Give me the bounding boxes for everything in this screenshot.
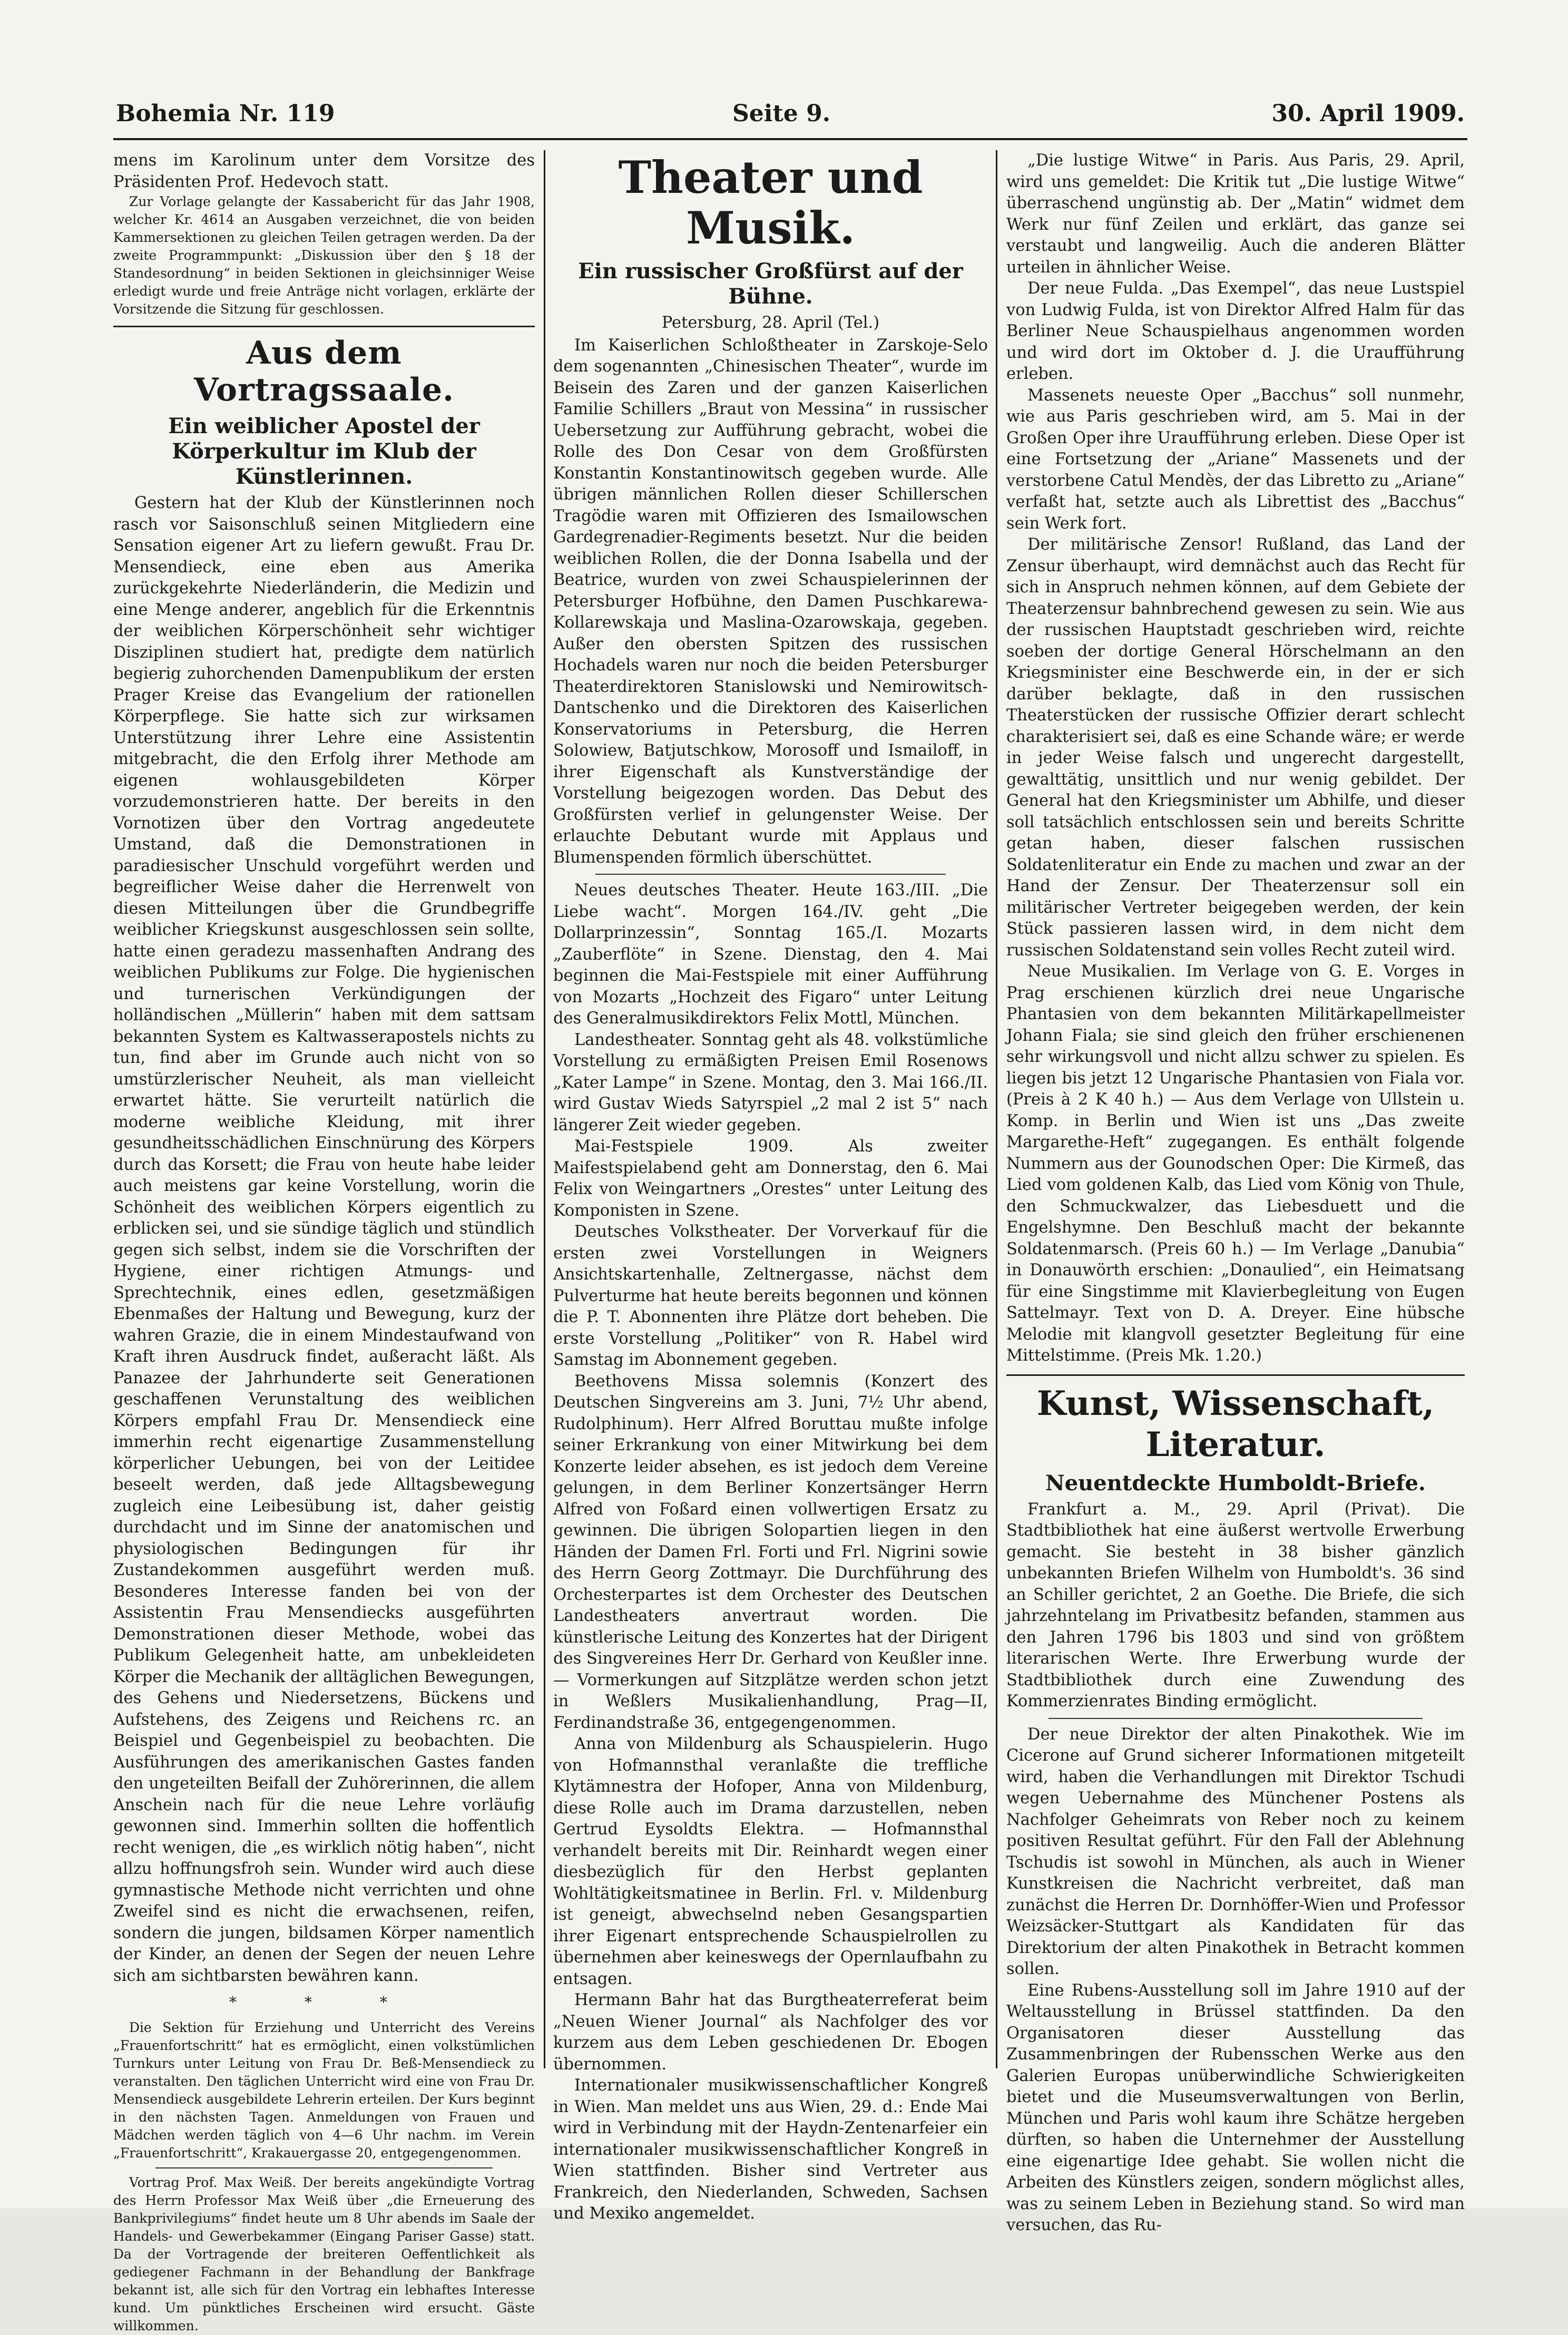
item-neue-musikalien: Neue Musikalien. Im Verlage von G. E. Vorges in Prag erschienen kürzlich drei neue Ungarische Phantasien von dem bekannten Militärkapellmeister Johann Fiala; sie sind gleich den früher erschienenen sehr wirkungsvoll und nicht allzu schwer zu spielen. Es liegen bis jetzt 12 Ungarische Phantasien von Fiala vor. (Preis à 2 K 40 h.) — Aus dem Verlage von Ullstein u. Komp. in Berlin und Wien ist uns „Das zweite Margarethe-Heft“ zugegangen. Es enthält folgende Nummern aus der Gounodschen Oper: Die Kirmeß, das Lied vom goldenen Kalb, das Lied vom König von Thule, den Schmuckwalzer, das Liebesduett und die Engelshymne. Den Beschluß macht der bekannte Soldatenmarsch. (Preis 60 h.) — Im Verlage „Danubia“ in Donauwörth erschien: „Donaulied“, ein Heimatsang für eine Singstimme mit Klavierbegleitung von Eugen Sattelmayr. Text von D. A. Dreyer. Eine hübsche Melodie mit klangvoll gesetzter Begleitung für eine Mittelstimme. (Preis Mk. 1.20.): [1006, 962, 1465, 1365]
separator-stars: * * *: [229, 1994, 419, 2011]
item-hermann-bahr: Hermann Bahr hat das Burgtheaterreferat beim „Neuen Wiener Journal“ als Nachfolger des vor kurzem aus dem Leben geschiedenen Dr. Ebogen übernommen.: [553, 1991, 988, 2074]
item-lustige-witwe: „Die lustige Witwe“ in Paris. Aus Paris, 29. April, wird uns gemeldet: Die Kritik tut „Die lustige Witwe“ überraschend ungünstig ab. Der „Matin“ widmet dem Werk nur fünf Zeilen und erklärt, das ganze sei verstaubt und langweilig. Auch die anderen Blätter urteilen in ähnlicher Weise.: [1006, 151, 1465, 277]
section-title-vortragssaal: Aus dem Vortragssaale.: [194, 335, 454, 408]
item-musik-kongress: Internationaler musikwissenschaftlicher Kongreß in Wien. Man meldet uns aus Wien, 29. d.: Ende Mai wird in Verbindung mit der Haydn-Zentenarfeier ein internationaler musikwissenschaftlicher Kongreß in Wien stattfinden. Bisher sind Vertreter aus Frankreich, den Niederlanden, Schweden, Sachsen und Mexiko angemeldet.: [553, 2076, 988, 2223]
section-title-theater: Theater und Musik.: [618, 151, 923, 254]
article-body-koerperkultur: Gestern hat der Klub der Künstlerinnen noch rasch vor Saisonschluß seinen Mitgliedern eine Sensation eigener Art zu liefern gewußt. Frau Dr. Mensendieck, eine eben aus Amerika zurückgekehrte Niederländerin, die Medizin und eine Menge anderer, angeblich für die Erkenntnis der weiblichen Körperschönheit sehr wichtiger Disziplinen studiert hat, predigte dem natürlich begierig zuhorchenden Damenpublikum der ersten Prager Kreise das Evangelium der rationellen Körperpflege. Sie hatte sich zur wirksamen Unterstützung ihrer Lehre eine Assistentin mitgebracht, die den Erfolg ihrer Methode am eigenen wohlausgebildeten Körper vorzudemonstrieren hatte. Der bereits in den Vornotizen über den Vortrag angedeutete Umstand, daß die Demonstrationen in paradiesischer Unschuld vorgeführt werden und begreiflicher Weise daher die Herrenwelt von diesen Mitteilungen über die Grundbegriffe weiblicher Kriegskunst ausgeschlossen sein sollte, hatte einen geradezu massenhaften Andrang des weiblichen Publikums zur Folge. Die hygienischen und turnerischen Verkündigungen der holländischen „Müllerin“ haben mit dem sattsam bekannten System es Kaltwasserapostels nichts zu tun, find aber im Grunde auch nicht von so umstürzlerischer Neuheit, als man vielleicht erwartet hätte. Sie verurteilt natürlich die moderne weibliche Kleidung, mit ihrer gesundheitsschädlichen Einschnürung des Körpers durch das Korsett; die Frau von heute habe leider auch meistens gar keine Vorstellung, worin die Schönheit des weiblichen Körpers eigentlich zu erblicken sei, und sie sündige täglich und stündlich gegen sich selbst, indem sie die Vorschriften der Hygiene, einer richtigen Atmungs- und Sprechtechnik, eines edlen, gesetzmäßigen Ebenmaßes der Haltung und Bewegung, kurz der wahren Grazie, die in einem Mindestaufwand von Kraft ihren Ausdruck findet, außeracht läßt. Als Panazee der Jahrhunderte seit Generationen geschaffenen Verunstaltung des weiblichen Körpers empfahl Frau Dr. Mensendieck eine immerhin recht eigenartige Zusammenstellung körperlicher Uebungen, bei von der Leitidee beseelt werden, daß jede Alltagsbewegung zugleich eine Leibesübung ist, daher geistig durchdacht und im Sinne der anatomischen und physiologischen Bedingungen für ihr Zustandekommen ausgeführt werden muß. Besonderes Interesse fanden bei von der Assistentin Frau Mensendiecks ausgeführten Demonstrationen dieser Methode, wobei das Publikum Gelegenheit hatte, am unbekleideten Körper die Mechanik der alltäglichen Bewegungen, des Gehens und Niedersetzens, Bückens und Aufstehens, des Zeigens und Reichens rc. an Beispiel und Gegenbeispiel zu beobachten. Die Ausführungen des amerikanischen Gastes fanden den ungeteilten Beifall der Zuhörerinnen, die allem Anschein nach für die neue Lehre vorläufig gewonnen sind. Immerhin sollten die hoffentlich recht wenigen, die „es wirklich nötig haben“, nicht allzu hoffnungsfroh sein. Wunder wird auch diese gymnastische Methode nicht verrichten und ohne Zweifel sind es nicht die erwachsenen, reifen, sondern die jungen, bildsamen Körper namentlich der Kinder, an denen der Segen der neuen Lehre sich am sichtbarsten bewähren kann.: [113, 494, 535, 1985]
article-headline-humboldt: Neuentdeckte Humboldt-Briefe.: [1045, 1470, 1426, 1496]
item-rubens-ausstellung: Eine Rubens-Ausstellung soll im Jahre 1910 auf der Weltausstellung in Brüssel stattfinden. Da den Organisatoren dieser Ausstellung das Zusammenbringen der Rubensschen Werke aus den Galerien Europas unüberwindliche Schwierigkeiten bietet und die Museumsverwaltungen von Berlin, München und Paris wohl kaum ihre Schätze hergeben dürften, so haben die Unternehmer der Ausstellung eine eigenartige Idee gehabt. Sie wollen nicht die Arbeiten des Künstlers zeigen, sondern möglichst alles, was zu seinem Leben in Beziehung stand. So wird man versuchen, das Ru-: [1006, 1981, 1465, 2234]
section-divider: [113, 326, 535, 327]
article-headline-grossfuerst: Ein russischer Großfürst auf der Bühne.: [578, 259, 963, 309]
article-body-grossfuerst: Im Kaiserlichen Schloßtheater in Zarskoje-Selo dem sogenannten „Chinesischen Theater“, wurde im Beisein des Zaren und der ganzen Kaiserlichen Familie Schillers „Braut von Messina“ in russischer Uebersetzung zur Aufführung gebracht, wobei die Rolle des Don Cesar von dem Großfürsten Konstantin Konstantinowitsch gegeben wurde. Alle übrigen männlichen Rollen dieser Schillerschen Tragödie waren mit Offizieren des Ismailowschen Gardegrenadier-Regiments besetzt. Nur die beiden weiblichen Rollen, die der Donna Isabella und der Beatrice, wurden von zwei Schauspielerinnen der Petersburger Hofbühne, den Damen Puschkarewa-Kollarewskaja und Maslina-Ozarowskaja, gegeben. Außer den obersten Spitzen des russischen Hochadels waren nur noch die beiden Petersburger Theaterdirektoren Stanislowski und Nemirowitsch-Dantschenko und die Direktoren des Kaiserlichen Konservatoriums in Petersburg, die Herren Solowiew, Batjutschkow, Morosoff und Ismailoff, in ihrer Eigenschaft als Kunstverständige der Vorstellung beigezogen worden. Das Debut des Großfürsten verlief in gelungenster Weise. Der erlauchte Debutant wurde mit Applaus und Blumenspenden förmlich überschüttet.: [553, 336, 988, 867]
issue-date: 30. April 1909.: [1271, 100, 1465, 127]
item-pinakothek: Der neue Direktor der alten Pinakothek. Wie im Cicerone auf Grund sicherer Informationen mitgeteilt wird, haben die Verhandlungen mit Direktor Tschudi wegen Uebernahme des Münchener Postens als Nachfolger Geheimrats von Reber noch zu keinem positiven Resultat geführt. Für den Fall der Ablehnung Tschudis ist sowohl in München, als auch in Wiener Kunstkreisen die Nachricht verbreitet, daß man zunächst die Herren Dr. Dornhöffer-Wien und Professor Weizsäcker-Stuttgart als Kandidaten für das Direktorium der alten Pinakothek in Betracht kommen sollen.: [1006, 1725, 1465, 1978]
item-mildenburg: Anna von Mildenburg als Schauspielerin. Hugo von Hofmannsthal veranlaßte die treffliche Klytämnestra der Hofoper, Anna von Mildenburg, diese Rolle auch im Drama darzustellen, neben Gertrud Eysoldts Elektra. — Hofmannsthal verhandelt bereits mit Dir. Reinhardt wegen einer diesbezüglich für den Herbst geplanten Wohltätigkeitsmatinee in Berlin. Frl. v. Mildenburg ist geneigt, abwechselnd neben Gesangspartien ihrer Eigenart entsprechende Schauspielrollen zu übernehmen aber keineswegs der Opernlaufbahn zu entsagen.: [553, 1735, 988, 1988]
item-mai-festspiele: Mai-Festspiele 1909. Als zweiter Maifestspielabend geht am Donnerstag, den 6. Mai Felix von Weingartners „Orestes“ unter Leitung des Komponisten in Szene.: [553, 1137, 988, 1220]
column-2: [553, 150, 988, 2223]
notice-turnkurs-text: Die Sektion für Erziehung und Unterricht des Vereins „Frauenfortschritt“ hat es ermöglicht, einen volkstümlichen Turnkurs unter Leitung von Frau Dr. Beß-Mensendieck zu veranstalten. Den täglichen Unterricht wird eine von Frau Dr. Mensendieck ausgebildete Lehrerin erteilen. Der Kurs beginnt in den nächsten Tagen. Anmeldungen von Frauen und Mädchen werden täglich von 4—6 Uhr nachm. im Verein „Frauenfortschritt“, Krakauergasse 20, entgegengenommen.: [113, 2019, 535, 2161]
column-rule-1: [544, 150, 545, 2068]
section-title-kunst: Kunst, Wissenschaft, Literatur.: [1036, 1383, 1435, 1464]
article-divider-2: [1048, 1718, 1423, 1719]
item-neues-deutsches-theater: Neues deutsches Theater. Heute 163./III. „Die Liebe wacht“. Morgen 164./IV. geht „Die Dollarprinzessin“, Sonntag 165./I. Mozarts „Zauberflöte“ in Szene. Dienstag, den 4. Mai beginnen die Mai-Festspiele mit einer Aufführung von Mozarts „Hochzeit des Figaro“ unter Leitung des Generalmusikdirektors Felix Mottl, München.: [553, 881, 988, 1028]
intro-paragraph: mens im Karolinum unter dem Vorsitze des Präsidenten Prof. Hedevoch statt.: [113, 151, 535, 191]
dateline-petersburg: Petersburg, 28. April (Tel.): [661, 314, 880, 332]
column-1: [113, 150, 535, 2333]
intro-small-paragraph: Zur Vorlage gelangte der Kassabericht für das Jahr 1908, welcher Kr. 4614 an Ausgaben verzeichnet, die von beiden Kammersektionen zu gleichen Teilen getragen werden. Da der zweite Programmpunkt: „Diskussion über den § 18 der Standesordnung“ in beiden Sektionen in gleichsinniger Weise erledigt wurde und freie Anträge nicht vorlagen, erklärte der Vorsitzende die Sitzung für geschlossen.: [113, 194, 535, 317]
item-fulda: Der neue Fulda. „Das Exempel“, das neue Lustspiel von Ludwig Fulda, ist von Direktor Alfred Halm für das Berliner Neue Schauspielhaus angenommen worden und wird dort im Oktober d. J. die Uraufführung erleben.: [1006, 279, 1465, 383]
item-volkstheater: Deutsches Volkstheater. Der Vorverkauf für die ersten zwei Vorstellungen in Weigners Ansichtskartenhalle, Zeltnergasse, nächst dem Pulverturme hat heute bereits begonnen und können die P. T. Abonnenten ihre Plätze dort beheben. Die erste Vorstellung „Politiker“ von R. Habel wird Samstag im Abonnement gegeben.: [553, 1223, 988, 1369]
article-body-humboldt: Frankfurt a. M., 29. April (Privat). Die Stadtbibliothek hat eine äußerst wertvolle Erwerbung gemacht. Sie besteht in 38 bisher gänzlich unbekannten Briefen Wilhelm von Humboldt's. 36 sind an Schiller gerichtet, 2 an Goethe. Die Briefe, die sich jahrzehntelang im Privatbesitz befanden, stammen aus den Jahren 1796 bis 1803 und sind von größtem literarischen Werte. Ihre Erwerbung wurde der Stadtbibliothek durch eine Zuwendung des Kommerzienrates Binding ermöglicht.: [1006, 1500, 1465, 1711]
item-bacchus: Massenets neueste Oper „Bacchus“ soll nunmehr, wie aus Paris geschrieben wird, am 5. Mai in der Großen Oper ihre Uraufführung erleben. Diese Oper ist eine Fortsetzung der „Ariane“ Massenets und der verstorbene Catul Mendès, der das Libretto zu „Ariane“ verfaßt hat, setzte auch als Librettist des „Bacchus“ sein Werk fort.: [1006, 386, 1465, 533]
column-rule-2: [996, 150, 997, 2068]
notice-divider: [155, 2167, 493, 2168]
item-militaer-zensor: Der militärische Zensor! Rußland, das Land der Zensur überhaupt, wird demnächst auch das Recht für sich in Anspruch nehmen können, auf dem Gebiete der Theaterzensur bahnbrechend gewesen zu sein. Wie aus der russischen Hauptstadt geschrieben wird, reichte soeben der dortige General Hörschelmann an den Kriegsminister eine Beschwerde ein, in der er sich darüber beklagte, daß in den russischen Theaterstücken der russische Offizier derart schlecht charakterisiert sei, daß es eine Schande wäre; er werde in jeder Weise falsch und ungerecht dargestellt, gewalttätig, unsittlich und nur wenig gebildet. Der General hat den Kriegsminister um Abhilfe, und dieser soll tatsächlich entschlossen sein und bereits Schritte getan haben, dieser falschen russischen Soldatenliteratur ein Ende zu machen und zwar an der Hand der Zensur. Der Theaterzensur soll ein militärischer Vertreter beigegeben werden, der kein Stück passieren lassen wird, in dem nicht dem russischen Soldatenstand sein volles Recht zuteil wird.: [1006, 535, 1465, 960]
page-number: Seite 9.: [732, 100, 831, 127]
notice-vortrag-weiss-text: Vortrag Prof. Max Weiß. Der bereits angekündigte Vortrag des Herrn Professor Max Weiß über „die Erneuerung des Bankprivilegiums“ findet heute um 8 Uhr abends im Saale der Handels- und Gewerbekammer (Eingang Pariser Gasse) statt. Da der Vortragende der breiteren Oeffentlichkeit als gediegener Fachmann in der Behandlung der Bankfrage bekannt ist, alle sich für den Vortrag ein lebhaftes Interesse kund. Um pünktliches Erscheinen wird ersucht. Gäste willkommen.: [113, 2174, 535, 2333]
item-missa-solemnis: Beethovens Missa solemnis (Konzert des Deutschen Singvereins am 3. Juni, 7½ Uhr abend, Rudolphinum). Herr Alfred Boruttau mußte infolge seiner Erkrankung von einer Mitwirkung bei dem Konzerte leider absehen, es ist jedoch dem Vereine gelungen, in dem Berliner Konzertsänger Herrn Alfred von Foßard einen vollwertigen Ersatz zu gewinnen. Die übrigen Solopartien liegen in den Händen der Damen Frl. Forti und Frl. Nigrini sowie des Herrn Georg Zottmayr. Die Durchführung des Orchesterpartes ist dem Orchester des Deutschen Landestheaters anvertraut worden. Die künstlerische Leitung des Konzertes hat der Dirigent des Singvereines Herr Dr. Gerhard von Keußler inne. — Vormerkungen auf Sitzplätze werden schon jetzt in Weßlers Musikalienhandlung, Prag—II, Ferdinandstraße 36, entgegengenommen.: [553, 1372, 988, 1732]
column-3: [1006, 150, 1465, 2234]
article-divider: [595, 874, 946, 875]
section-divider-kunst: [1006, 1374, 1465, 1376]
notice-turnkurs: [113, 2019, 535, 2162]
page-header: [116, 100, 1465, 137]
notice-vortrag-weiss: [113, 2174, 535, 2335]
intro-small-block: [113, 193, 535, 318]
article-headline-koerperkultur: Ein weiblicher Apostel der Körperkultur im Klub der Künstlerinnen.: [168, 414, 480, 489]
masthead-issue: Bohemia Nr. 119: [116, 100, 335, 127]
item-landestheater: Landestheater. Sonntag geht als 48. volkstümliche Vorstellung zu ermäßigten Preisen Emil Rosenows „Kater Lampe“ in Szene. Montag, den 3. Mai 166./II. wird Gustav Wieds Satyrspiel „2 mal 2 ist 5“ nach längerer Zeit wieder gegeben.: [553, 1030, 988, 1135]
header-rule: [113, 138, 1467, 140]
